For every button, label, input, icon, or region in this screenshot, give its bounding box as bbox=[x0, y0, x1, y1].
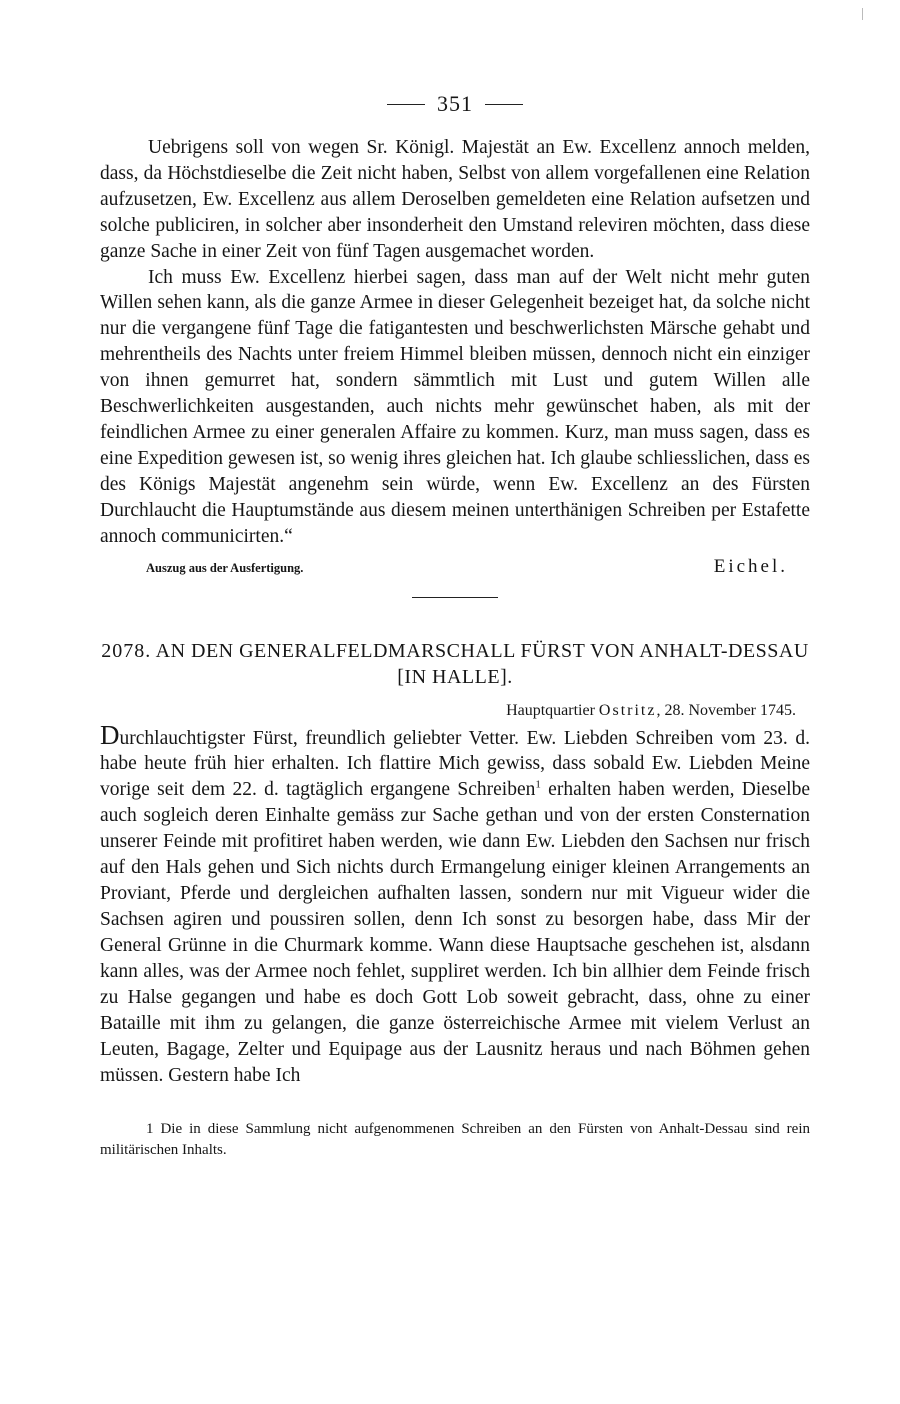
footnote-marker: 1 bbox=[146, 1120, 154, 1137]
dateline-date: , 28. November 1745. bbox=[656, 701, 796, 719]
letter-text-part-1: urchlauchtigster Fürst, freundlich geliebter Vetter. Ew. Liebden Schreiben vom 23. d. habe heute früh hier erhalten. Ich flattire Mich gewiss, dass sobald Ew. Liebden Meine vorige seit dem 22. d. tagtäglich ergangene Schreiben bbox=[100, 727, 810, 801]
section-divider bbox=[412, 597, 498, 598]
dateline-prefix: Hauptquartier bbox=[506, 701, 595, 719]
page-number: 351 bbox=[437, 91, 473, 116]
signature: Eichel. bbox=[713, 555, 788, 577]
dateline bbox=[100, 702, 810, 720]
page-header bbox=[100, 84, 810, 124]
letter-number: 2078. bbox=[101, 639, 152, 662]
letter-body bbox=[100, 719, 810, 1089]
header-rule-left bbox=[387, 104, 425, 105]
dateline-place: Ostritz bbox=[598, 701, 657, 719]
closing-row bbox=[100, 556, 810, 578]
drop-letter: D bbox=[100, 719, 120, 750]
letter-text-part-2: erhalten haben werden, Dieselbe auch sogleich deren Einhalte gemäss zur Sache gethan und von der ersten Consternation unserer Feinde mit profitiret haben werden, wie dann Ew. Liebden den Sachsen nur frisch auf den Hals gehen und Sich nichts durch Ermangelung einiger kleinen Arrangements an Proviant, Pferde und dergleichen aufhalten lassen, sondern nur mit Vigueur wider die Sachsen agiren und poussiren sollen, denn Ich sonst zu besorgen habe, dass Mir der General Grünne in die Churmark komme. Wann diese Hauptsache geschehen ist, alsdann kann alles, was der Armee noch fehlet, suppliret werden. Ich bin allhier dem Feinde frisch zu Halse gegangen und habe es doch Gott Lob soweit gebracht, dass, ohne zu einer Bataille mit ihm zu gelangen, die ganze österreichische Armee mit vielem Verlust an Leuten, Bagage, Zelter und Equipage aus der Lausnitz heraus und nach Böhmen gehen müssen. Gestern habe Ich bbox=[100, 779, 810, 1086]
previous-letter-paragraph-1: Uebrigens soll von wegen Sr. Königl. Majestät an Ew. Excellenz annoch melden, dass, da Höchstdieselbe die Zeit nicht haben, Selbst von allem vorgefallenen eine Relation aufzusetzen, Ew. Excellenz aus allem Deroselben gemeldeten eine Relation aufsetzen und solche publiciren, in solcher aber insonderheit den Umstand releviren möchten, dass diese ganze Sache in einer Zeit von fünf Tagen ausgemachet worden. bbox=[100, 137, 810, 262]
footnote-reference: 1 bbox=[535, 778, 541, 791]
previous-letter-paragraph-2: Ich muss Ew. Excellenz hierbei sagen, dass man auf der Welt nicht mehr guten Willen sehen kann, als die ganze Armee in dieser Gelegenheit bezeiget hat, da solche nicht nur die vergangene fünf Tage die fatigantesten und beschwerlichsten Märsche gehabt und mehrentheils des Nachts unter freiem Himmel bleiben müssen, dennoch nicht ein einziger von ihnen gemurret hat, sondern sämmtlich mit Lust und gutem Willen alle Beschwerlichkeiten ausgestanden, auch nichts mehr gewünschet haben, als mit der feindlichen Armee zu einer generalen Affaire zu kommen. Kurz, man muss sagen, dass es eine Expedition gewesen ist, so wenig ihres gleichen hat. Ich glaube schliesslichen, dass es des Königs Majestät angenehm sein würde, wenn Ew. Excellenz an des Fürsten Durchlaucht die Hauptumstände aus diesem meinen unterthänigen Schreiben per Estafette annoch communicirten.“ bbox=[100, 266, 810, 547]
footnote bbox=[100, 1119, 810, 1161]
scan-mark bbox=[862, 8, 863, 20]
letter-title: AN DEN GENERALFELDMARSCHALL FÜRST VON ANHALT-DESSAU [IN HALLE]. bbox=[155, 639, 809, 688]
source-note: Auszug aus der Ausfertigung. bbox=[146, 560, 304, 575]
page bbox=[100, 84, 810, 1161]
footnote-text: Die in diese Sammlung nicht aufgenommenen Schreiben an den Fürsten von Anhalt-Dessau sind rein militärischen Inhalts. bbox=[100, 1120, 810, 1158]
header-rule-right bbox=[485, 104, 523, 105]
letter-heading bbox=[100, 638, 810, 690]
